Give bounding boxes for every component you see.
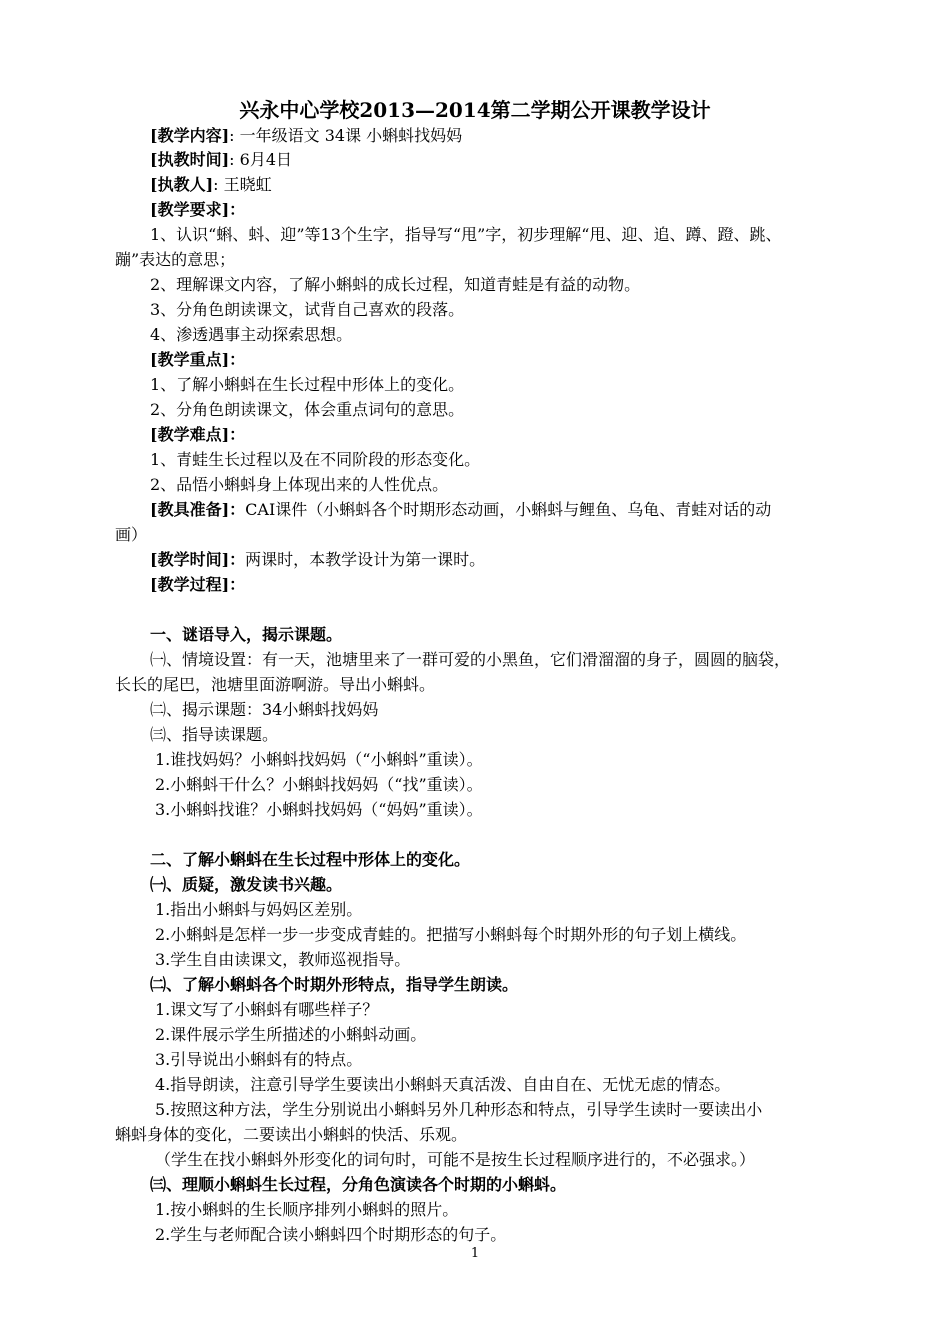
section2-sub1-line: 3.学生自由读课文，教师巡视指导。 (155, 950, 411, 969)
section1-line: 3.小蝌蚪找谁？小蝌蚪找妈妈（“妈妈”重读）。 (155, 800, 483, 819)
meta-teacher (150, 173, 272, 197)
section1-heading: 一、谜语导入，揭示课题。 (150, 625, 343, 644)
requirement-line: 蹦”表达的意思； (115, 250, 236, 269)
teaching-time-line (150, 548, 485, 572)
section2-heading: 二、了解小蝌蚪在生长过程中形体上的变化。 (150, 850, 471, 869)
requirement-line: 3、分角色朗读课文，试背自己喜欢的段落。 (150, 300, 465, 319)
meta-time-label: [执教时间] (150, 150, 230, 169)
teaching-time-label: [教学时间]： (150, 550, 246, 569)
requirement-line: 4、渗透遇事主动探索思想。 (150, 325, 353, 344)
materials-label: [教具准备]： (150, 500, 246, 519)
section2-sub2-heading: ㈡、了解小蝌蚪各个时期外形特点，指导学生朗读。 (150, 975, 519, 994)
section2-sub1-line: 2.小蝌蚪是怎样一步一步变成青蛙的。把描写小蝌蚪每个时期外形的句子划上横线。 (155, 925, 747, 944)
difficulty-line: 1、青蛙生长过程以及在不同阶段的形态变化。 (150, 450, 481, 469)
meta-teacher-label: [执教人] (150, 175, 214, 194)
section2-sub2-line: 5.按照这种方法，学生分别说出小蝌蚪另外几种形态和特点，引导学生读时一要读出小 (155, 1100, 763, 1119)
section2-sub2-line: 4.指导朗读，注意引导学生要读出小蝌蚪天真活泼、自由自在、无忧无虑的情态。 (155, 1075, 731, 1094)
section1-line: ㈡、揭示课题：34小蝌蚪找妈妈 (150, 700, 379, 719)
section2-sub3-line: 2.学生与老师配合读小蝌蚪四个时期形态的句子。 (155, 1225, 507, 1244)
section2-sub1-heading: ㈠、质疑，激发读书兴趣。 (150, 875, 343, 894)
meta-time-value: : 6月4日 (229, 150, 292, 169)
meta-content (150, 124, 462, 148)
section2-sub2-line: 3.引导说出小蝌蚪有的特点。 (155, 1050, 363, 1069)
materials-line-2: 画） (115, 525, 148, 544)
section1-line: ㈠、情境设置：有一天，池塘里来了一群可爱的小黑鱼，它们滑溜溜的身子，圆圆的脑袋， (150, 650, 791, 669)
key-point-line: 1、了解小蝌蚪在生长过程中形体上的变化。 (150, 375, 465, 394)
section2-sub3-line: 1.按小蝌蚪的生长顺序排列小蝌蚪的照片。 (155, 1200, 459, 1219)
key-points-heading: [教学重点]： (150, 350, 246, 369)
meta-content-label: [教学内容] (150, 126, 230, 145)
section1-line: 2.小蝌蚪干什么？小蝌蚪找妈妈（“找”重读）。 (155, 775, 483, 794)
requirements-heading: [教学要求]： (150, 200, 246, 219)
meta-teacher-value: : 王晓虹 (213, 175, 272, 194)
section2-sub3-heading: ㈢、理顺小蝌蚪生长过程，分角色演读各个时期的小蝌蚪。 (150, 1175, 567, 1194)
section2-sub2-line: 2.课件展示学生所描述的小蝌蚪动画。 (155, 1025, 427, 1044)
page-number: 1 (470, 1246, 480, 1261)
materials-text: CAI课件（小蝌蚪各个时期形态动画，小蝌蚪与鲤鱼、乌龟、青蛙对话的动 (245, 500, 772, 519)
difficulty-line: 2、品悟小蝌蚪身上体现出来的人性优点。 (150, 475, 449, 494)
document-title: 兴永中心学校2013—2014第二学期公开课教学设计 (239, 98, 711, 122)
process-heading: [教学过程]： (150, 575, 246, 594)
difficulties-heading: [教学难点]： (150, 425, 246, 444)
teaching-time-text: 两课时，本教学设计为第一课时。 (245, 550, 486, 569)
key-point-line: 2、分角色朗读课文，体会重点词句的意思。 (150, 400, 465, 419)
section1-line: ㈢、指导读课题。 (150, 725, 279, 744)
materials-line (150, 498, 771, 522)
section2-sub2-line: 1.课文写了小蝌蚪有哪些样子？ (155, 1000, 379, 1019)
requirement-line: 1、认识“蝌、蚪、迎”等13个生字，指导写“甩”字，初步理解“甩、迎、追、蹲、蹬、跳、 (150, 225, 782, 244)
requirement-line: 2、理解课文内容，了解小蝌蚪的成长过程，知道青蛙是有益的动物。 (150, 275, 641, 294)
section2-sub2-line: （学生在找小蝌蚪外形变化的词句时，可能不是按生长过程顺序进行的，不必强求。） (155, 1150, 756, 1169)
section1-line: 长长的尾巴，池塘里面游啊游。导出小蝌蚪。 (115, 675, 436, 694)
meta-content-value: : 一年级语文 34课 小蝌蚪找妈妈 (229, 126, 463, 145)
section2-sub2-line: 蝌蚪身体的变化，二要读出小蝌蚪的快活、乐观。 (115, 1125, 468, 1144)
section1-line: 1.谁找妈妈？小蝌蚪找妈妈（“小蝌蚪”重读）。 (155, 750, 483, 769)
section2-sub1-line: 1.指出小蝌蚪与妈妈区差别。 (155, 900, 363, 919)
meta-time (150, 148, 292, 172)
